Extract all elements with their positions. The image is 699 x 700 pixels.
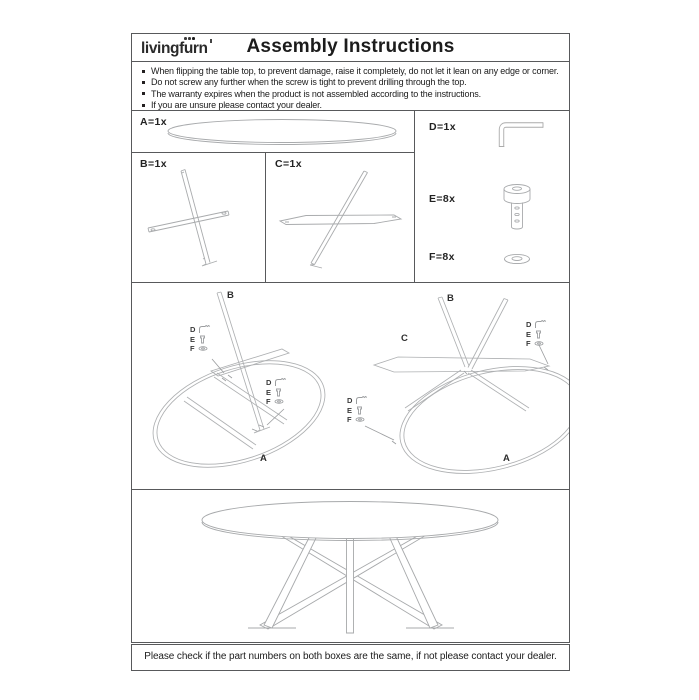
allen-key-mini-icon: [198, 325, 211, 334]
note-item: [140, 77, 565, 88]
step1-label-a: A: [260, 453, 267, 464]
cross-frame-drawing: [266, 153, 416, 284]
part-b-label: B=1x: [140, 158, 167, 170]
hardware-drawings: [415, 111, 569, 284]
notes-list: [140, 66, 565, 112]
part-e-label: E=8x: [429, 193, 456, 205]
callout-d: D: [347, 396, 353, 406]
callout-f: F: [190, 344, 195, 354]
part-d-label: D=1x: [429, 121, 456, 133]
footer-text: Please check if the part numbers on both boxes are the same, if not please contact your dealer.: [144, 651, 557, 662]
allen-key-mini-icon: [534, 320, 547, 329]
bullet-icon: [142, 92, 145, 95]
hardware-callout: [190, 325, 226, 354]
part-f-label: F=8x: [429, 251, 455, 263]
bullet-icon: [142, 81, 145, 84]
callout-e: E: [347, 405, 353, 415]
brand-name: livingfurn: [141, 40, 208, 57]
part-c-label: C=1x: [275, 158, 302, 170]
callout-f: F: [526, 339, 531, 349]
bolt-drawing: [504, 185, 530, 230]
allen-key-mini-icon: [274, 378, 287, 387]
callout-f: F: [266, 397, 271, 407]
step1-label-b: B: [227, 290, 234, 301]
note-item: [140, 66, 565, 77]
allen-key-drawing: [499, 122, 543, 146]
washer-drawing: [505, 254, 530, 263]
oval-tabletop-drawing: [132, 111, 416, 154]
bolt-mini-icon: [198, 335, 211, 344]
note-text: Do not screw any further when the screw is tight to prevent drilling through the top.: [151, 77, 467, 88]
footer-box: [131, 644, 570, 671]
note-item: [140, 89, 565, 100]
callout-d: D: [190, 325, 196, 335]
bullet-icon: [142, 104, 145, 107]
callout-d: D: [266, 378, 272, 388]
bolt-mini-icon: [274, 388, 287, 397]
note-text: The warranty expires when the product is not assembled according to the instructions.: [151, 88, 481, 99]
bolt-mini-icon: [355, 406, 368, 415]
washer-mini-icon: [355, 415, 368, 424]
bolt-mini-icon: [534, 330, 547, 339]
step2-label-b: B: [447, 293, 454, 304]
callout-d: D: [526, 320, 532, 330]
washer-mini-icon: [198, 344, 211, 353]
hardware-callout: [347, 396, 383, 425]
notes-box: [131, 61, 570, 113]
allen-key-mini-icon: [355, 396, 368, 405]
part-c-box: [265, 152, 417, 285]
part-a-label: A=1x: [140, 116, 167, 128]
callout-e: E: [190, 334, 196, 344]
washer-mini-icon: [534, 339, 547, 348]
step2-label-c: C: [401, 333, 408, 344]
page-title: Assembly Instructions: [246, 36, 455, 57]
leg-frame-drawing: [132, 153, 267, 284]
callout-e: E: [266, 387, 272, 397]
washer-mini-icon: [274, 397, 287, 406]
part-a-box: [131, 110, 417, 155]
assembly-step-1-drawing: [140, 292, 339, 487]
callout-f: F: [347, 415, 352, 425]
hardware-callout: [526, 320, 562, 349]
header-box: [131, 33, 570, 64]
step2-label-a: A: [503, 453, 510, 464]
callout-e: E: [526, 329, 532, 339]
part-def-box: [414, 110, 570, 285]
hardware-callout: [266, 378, 302, 407]
note-text: If you are unsure please contact your dealer.: [151, 100, 322, 111]
note-text: When flipping the table top, to prevent damage, raise it completely, do not let it lean on any edge or corner.: [151, 66, 559, 76]
bullet-icon: [142, 70, 145, 73]
assembly-steps-box: [131, 282, 570, 492]
part-b-box: [131, 152, 268, 285]
finished-table-drawing: [132, 490, 569, 642]
finished-table-box: [131, 489, 570, 643]
